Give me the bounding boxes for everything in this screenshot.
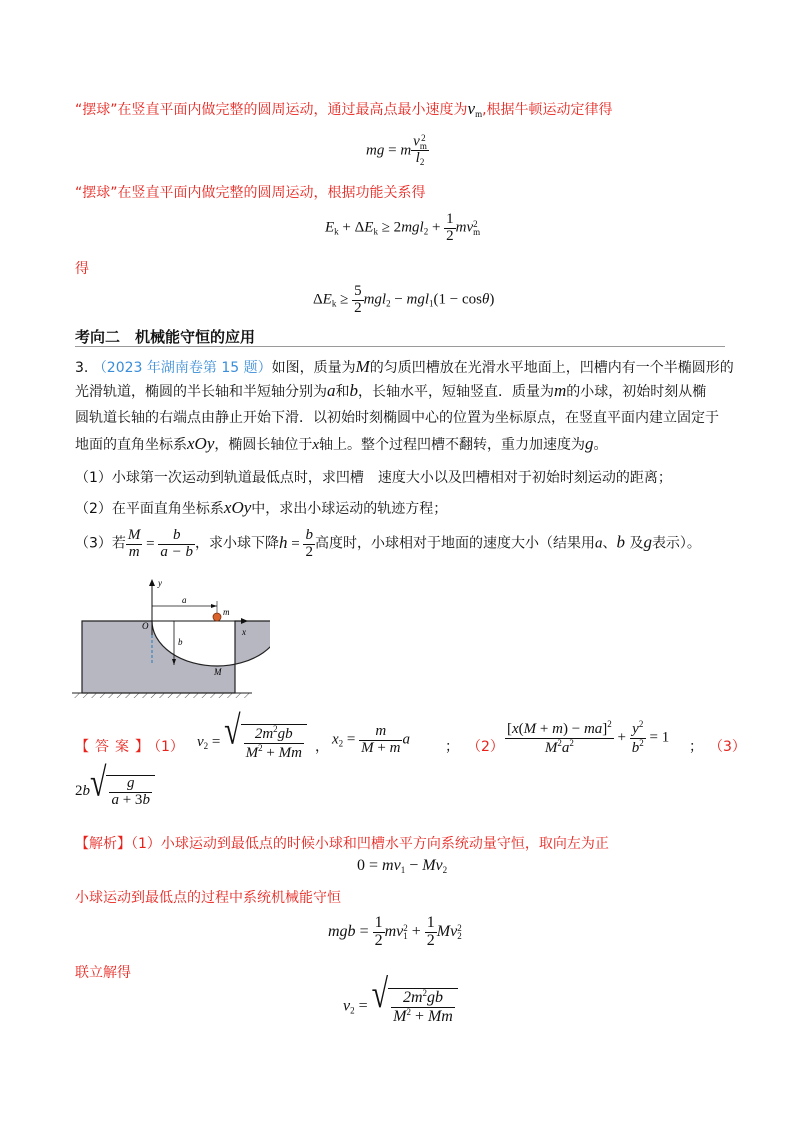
equation-mechanical-energy: mgb = $\frac{1}{2}$ mv 2 1 + $\frac{1}{2}$ Mv 2 2: [328, 914, 462, 949]
answer-trajectory: $\frac{[x(M + m) - ma]^2}{M^2a^2}$ + $\frac{y^2}{b^2}$ = 1: [507, 719, 670, 756]
equation-momentum: $0 = mv_1 - Mv_2$: [357, 857, 448, 875]
label-x: x: [242, 627, 246, 637]
problem-source: （2023 年湖南卷第 15 题）: [92, 360, 272, 376]
problem-number: 3.: [75, 360, 89, 376]
heading-divider: [75, 346, 725, 347]
label-big-m: M: [214, 667, 222, 677]
label-m: m: [223, 607, 230, 617]
problem-line-4: 地面的直角坐标系xOy，椭圆长轴位于x轴上。整个过程凹槽不翻转，重力加速度为g。: [75, 434, 608, 453]
floor-hatch: [72, 693, 252, 698]
question-2: （2）在平面直角坐标系xOy中，求出小球运动的轨迹方程；: [75, 498, 448, 517]
trough-figure: [70, 575, 270, 700]
answer-block: 【答案】 （1） $v_2$ = √ $\frac{2m^2gb}{M^2 + Mm}$ ， $x_2$ = $\frac{m}{M + m}$ a ； （2） $\frac{[x(M + m) - ma]^2}{M^2a^2}$ + $\frac{y^2}{b^2}$ = 1 ； （3）: [75, 708, 746, 761]
y-axis-arrow: [149, 579, 155, 586]
section-heading: 考向二 机械能守恒的应用: [75, 328, 256, 346]
problem-line-3: 圆轨道长轴的右端点由静止开始下滑．以初始时刻椭圆中心的位置为坐标原点，在竖直平面内建立固定于: [75, 410, 719, 426]
intro-line-1-tail: ,根据牛顿运动定律得: [482, 102, 613, 118]
ball: [213, 613, 221, 621]
equation-v2-final: $v_2$ = √ $\frac{2m^2gb}{M^2 + Mm}$: [343, 988, 458, 1026]
answer-part-2: （2）: [467, 739, 504, 755]
answer-part-3-value: 2b √ $\frac{g}{a + 3b}$: [75, 775, 155, 809]
answer-v2: $v_2$ = √ $\frac{2m^2gb}{M^2 + Mm}$: [197, 724, 307, 762]
intro-line-2: “摆球”在竖直平面内做完整的圆周运动，根据功能关系得: [75, 185, 426, 201]
answer-part-3: （3）: [709, 739, 746, 755]
problem-statement: 3. （2023 年湖南卷第 15 题）如图，质量为M的匀质凹槽放在光滑水平地面上，凹槽内有一个半椭圆形的: [75, 357, 734, 376]
intro-line-3: 得: [75, 261, 89, 277]
vm-symbol: $v_m$: [467, 99, 483, 119]
intro-line-1: [75, 99, 613, 119]
label-b: b: [178, 637, 183, 647]
label-y: y: [158, 578, 162, 588]
equation-result: $\Delta E_k$ ≥ $\frac{5}{2}$ mgl$_2$ − mgl$_1$(1 − cosθ): [313, 283, 495, 316]
answer-label: 【答案】: [75, 739, 155, 755]
analysis-line-3: 联立解得: [75, 965, 131, 981]
analysis-line-1: 【解析】（1）小球运动到最低点的时候小球和凹槽水平方向系统动量守恒，取向左为正: [75, 836, 609, 852]
analysis-line-2: 小球运动到最低点的过程中系统机械能守恒: [75, 890, 341, 906]
equation-centripetal: mg = m v 2 m $l_2$: [366, 133, 427, 168]
question-3: （3）若 $\frac{M}{m}$ = $\frac{b}{a - b}$ ，求小球下降h = $\frac{b}{2}$ 高度时，小球相对于地面的速度大小（结果用a、b 及g表示）。: [75, 527, 701, 560]
intro-line-1-text: “摆球”在竖直平面内做完整的圆周运动，通过最高点最小速度为: [75, 102, 468, 118]
equation-energy: $E_k + \Delta E_k \ge 2mgl_2$ + $\frac{1}{2}$ mv 2 m: [325, 211, 481, 244]
label-a: a: [182, 595, 187, 605]
problem-line-2: 光滑轨道，椭圆的半长轴和半短轴分别为a和b，长轴水平，短轴竖直．质量为m的小球，初始时刻从椭: [75, 381, 707, 400]
label-o: O: [142, 621, 149, 631]
analysis-label: 【解析】: [75, 836, 131, 852]
question-1: （1）小球第一次运动到轨道最低点时，求凹槽 速度大小以及凹槽相对于初始时刻运动的距离；: [75, 470, 672, 486]
answer-x2: $x_2$ = $\frac{m}{M + m}$ a: [332, 723, 410, 756]
answer-part-1: （1）: [147, 739, 184, 755]
